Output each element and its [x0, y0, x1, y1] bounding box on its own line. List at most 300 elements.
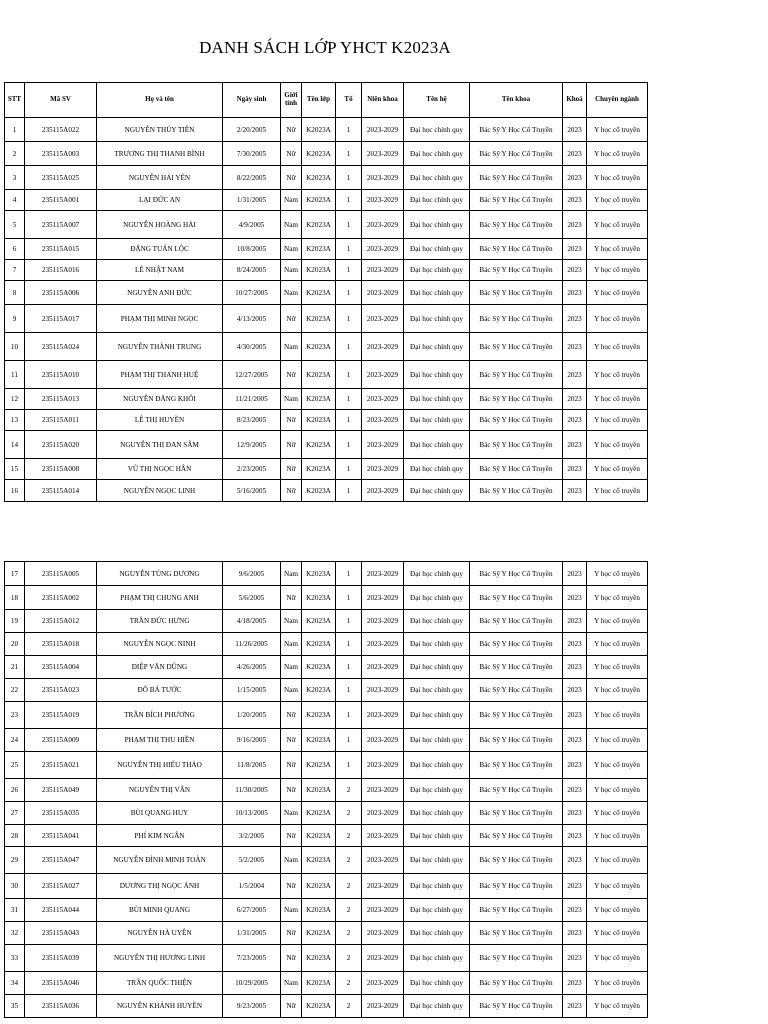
cell-ngay-sinh: 8/24/2005	[223, 260, 281, 281]
table-row	[5, 586, 648, 610]
cell-ten-he: Đại học chính quy	[404, 679, 470, 702]
cell-ma-sv: 235115A020	[25, 431, 97, 459]
cell-stt: 12	[5, 389, 25, 410]
table-row	[5, 281, 648, 305]
cell-ten-khoa: Bác Sỹ Y Học Cổ Truyền	[470, 802, 563, 825]
cell-khoa: 2023	[563, 305, 587, 333]
cell-to: 2	[336, 825, 362, 847]
cell-nien-khoa: 2023-2029	[362, 679, 404, 702]
cell-gioi-tinh: Nam	[281, 679, 302, 702]
cell-ho-ten: PHẠM THỊ MINH NGỌC	[97, 305, 223, 333]
cell-ngay-sinh: 9/6/2005	[223, 562, 281, 586]
cell-to: 1	[336, 586, 362, 610]
cell-gioi-tinh: Nam	[281, 389, 302, 410]
cell-ma-sv: 235115A049	[25, 779, 97, 802]
cell-chuyen-nganh: Y học cổ truyền	[587, 633, 648, 656]
cell-khoa: 2023	[563, 389, 587, 410]
cell-ma-sv: 235115A023	[25, 679, 97, 702]
cell-ten-lop: K2023A	[302, 702, 336, 729]
cell-ten-lop: K2023A	[302, 586, 336, 610]
cell-nien-khoa: 2023-2029	[362, 945, 404, 972]
cell-ten-he: Đại học chính quy	[404, 752, 470, 779]
cell-ten-khoa: Bác Sỹ Y Học Cổ Truyền	[470, 361, 563, 389]
cell-ten-he: Đại học chính quy	[404, 847, 470, 874]
cell-stt: 33	[5, 945, 25, 972]
cell-ho-ten: DƯƠNG THỊ NGỌC ÁNH	[97, 874, 223, 899]
cell-khoa: 2023	[563, 995, 587, 1018]
cell-stt: 34	[5, 972, 25, 995]
cell-ten-khoa: Bác Sỹ Y Học Cổ Truyền	[470, 410, 563, 431]
cell-stt: 28	[5, 825, 25, 847]
cell-khoa: 2023	[563, 779, 587, 802]
cell-ten-he: Đại học chính quy	[404, 166, 470, 190]
cell-ten-he: Đại học chính quy	[404, 190, 470, 211]
cell-ten-khoa: Bác Sỹ Y Học Cổ Truyền	[470, 633, 563, 656]
cell-nien-khoa: 2023-2029	[362, 702, 404, 729]
header-ten-lop: Tên lớp	[302, 83, 336, 118]
cell-ten-lop: K2023A	[302, 802, 336, 825]
cell-ho-ten: LÊ NHẬT NAM	[97, 260, 223, 281]
cell-gioi-tinh: Nữ	[281, 142, 302, 166]
cell-ngay-sinh: 2/20/2005	[223, 118, 281, 142]
cell-stt: 25	[5, 752, 25, 779]
cell-ngay-sinh: 6/27/2005	[223, 899, 281, 922]
cell-gioi-tinh: Nữ	[281, 702, 302, 729]
cell-ho-ten: LÊ THỊ HUYỀN	[97, 410, 223, 431]
cell-ten-khoa: Bác Sỹ Y Học Cổ Truyền	[470, 562, 563, 586]
cell-ngay-sinh: 1/20/2005	[223, 702, 281, 729]
cell-ten-he: Đại học chính quy	[404, 305, 470, 333]
cell-to: 2	[336, 802, 362, 825]
cell-ma-sv: 235115A016	[25, 260, 97, 281]
cell-khoa: 2023	[563, 361, 587, 389]
cell-chuyen-nganh: Y học cổ truyền	[587, 305, 648, 333]
table-row	[5, 899, 648, 922]
cell-ten-he: Đại học chính quy	[404, 142, 470, 166]
cell-ho-ten: PHÍ KIM NGÂN	[97, 825, 223, 847]
cell-khoa: 2023	[563, 260, 587, 281]
cell-khoa: 2023	[563, 633, 587, 656]
cell-chuyen-nganh: Y học cổ truyền	[587, 333, 648, 361]
cell-ngay-sinh: 11/30/2005	[223, 779, 281, 802]
cell-ten-khoa: Bác Sỹ Y Học Cổ Truyền	[470, 586, 563, 610]
cell-ho-ten: VŨ THỊ NGỌC HÂN	[97, 459, 223, 480]
cell-khoa: 2023	[563, 118, 587, 142]
cell-ma-sv: 235115A011	[25, 410, 97, 431]
cell-ten-khoa: Bác Sỹ Y Học Cổ Truyền	[470, 847, 563, 874]
cell-ten-he: Đại học chính quy	[404, 211, 470, 239]
cell-ten-lop: K2023A	[302, 142, 336, 166]
table-row	[5, 874, 648, 899]
cell-chuyen-nganh: Y học cổ truyền	[587, 679, 648, 702]
table-row	[5, 945, 648, 972]
cell-ten-lop: K2023A	[302, 972, 336, 995]
cell-nien-khoa: 2023-2029	[362, 260, 404, 281]
cell-stt: 27	[5, 802, 25, 825]
cell-ngay-sinh: 4/13/2005	[223, 305, 281, 333]
cell-chuyen-nganh: Y học cổ truyền	[587, 825, 648, 847]
cell-ten-lop: K2023A	[302, 281, 336, 305]
cell-ten-lop: K2023A	[302, 389, 336, 410]
cell-ngay-sinh: 9/23/2005	[223, 995, 281, 1018]
cell-ten-khoa: Bác Sỹ Y Học Cổ Truyền	[470, 729, 563, 752]
cell-stt: 26	[5, 779, 25, 802]
cell-ma-sv: 235115A005	[25, 562, 97, 586]
cell-ma-sv: 235115A035	[25, 802, 97, 825]
cell-ho-ten: BÙI MINH QUANG	[97, 899, 223, 922]
cell-ten-he: Đại học chính quy	[404, 995, 470, 1018]
cell-ngay-sinh: 4/26/2005	[223, 656, 281, 679]
cell-gioi-tinh: Nam	[281, 333, 302, 361]
cell-ho-ten: NGUYỄN ĐÌNH MINH TOÀN	[97, 847, 223, 874]
cell-ten-lop: K2023A	[302, 847, 336, 874]
cell-ma-sv: 235115A036	[25, 995, 97, 1018]
cell-khoa: 2023	[563, 702, 587, 729]
cell-ten-he: Đại học chính quy	[404, 333, 470, 361]
cell-nien-khoa: 2023-2029	[362, 562, 404, 586]
cell-ho-ten: ĐẶNG TUẤN LỘC	[97, 239, 223, 260]
cell-nien-khoa: 2023-2029	[362, 995, 404, 1018]
cell-ten-lop: K2023A	[302, 562, 336, 586]
cell-to: 2	[336, 922, 362, 945]
table-row	[5, 410, 648, 431]
cell-ho-ten: TRẦN QUỐC THIỆN	[97, 972, 223, 995]
cell-chuyen-nganh: Y học cổ truyền	[587, 431, 648, 459]
cell-to: 1	[336, 239, 362, 260]
cell-ho-ten: NGUYỄN HÀ UYÊN	[97, 922, 223, 945]
cell-ten-he: Đại học chính quy	[404, 729, 470, 752]
cell-ma-sv: 235115A044	[25, 899, 97, 922]
cell-khoa: 2023	[563, 562, 587, 586]
cell-chuyen-nganh: Y học cổ truyền	[587, 586, 648, 610]
cell-chuyen-nganh: Y học cổ truyền	[587, 480, 648, 502]
cell-khoa: 2023	[563, 729, 587, 752]
table-row	[5, 211, 648, 239]
cell-ho-ten: NGUYỄN KHÁNH HUYỀN	[97, 995, 223, 1018]
cell-gioi-tinh: Nữ	[281, 729, 302, 752]
cell-to: 1	[336, 459, 362, 480]
cell-ho-ten: BÙI QUANG HUY	[97, 802, 223, 825]
cell-ten-he: Đại học chính quy	[404, 586, 470, 610]
table-row	[5, 610, 648, 633]
cell-khoa: 2023	[563, 211, 587, 239]
cell-ma-sv: 235115A006	[25, 281, 97, 305]
cell-ten-he: Đại học chính quy	[404, 361, 470, 389]
cell-ma-sv: 235115A002	[25, 586, 97, 610]
cell-chuyen-nganh: Y học cổ truyền	[587, 922, 648, 945]
cell-gioi-tinh: Nữ	[281, 480, 302, 502]
cell-ten-he: Đại học chính quy	[404, 899, 470, 922]
cell-ho-ten: TRƯƠNG THỊ THANH BÌNH	[97, 142, 223, 166]
table-body-page-1	[5, 118, 648, 502]
table-row	[5, 752, 648, 779]
cell-khoa: 2023	[563, 480, 587, 502]
cell-nien-khoa: 2023-2029	[362, 633, 404, 656]
cell-ngay-sinh: 10/29/2005	[223, 972, 281, 995]
table-row	[5, 633, 648, 656]
cell-nien-khoa: 2023-2029	[362, 211, 404, 239]
cell-ten-lop: K2023A	[302, 779, 336, 802]
table-row	[5, 389, 648, 410]
cell-to: 1	[336, 562, 362, 586]
cell-nien-khoa: 2023-2029	[362, 281, 404, 305]
cell-khoa: 2023	[563, 142, 587, 166]
cell-ten-he: Đại học chính quy	[404, 562, 470, 586]
cell-ten-he: Đại học chính quy	[404, 610, 470, 633]
cell-ho-ten: ĐIỆP VĂN DŨNG	[97, 656, 223, 679]
cell-chuyen-nganh: Y học cổ truyền	[587, 166, 648, 190]
cell-ma-sv: 235115A022	[25, 118, 97, 142]
cell-gioi-tinh: Nam	[281, 847, 302, 874]
cell-ten-khoa: Bác Sỹ Y Học Cổ Truyền	[470, 899, 563, 922]
cell-ten-he: Đại học chính quy	[404, 431, 470, 459]
cell-ten-khoa: Bác Sỹ Y Học Cổ Truyền	[470, 211, 563, 239]
cell-ngay-sinh: 1/31/2005	[223, 190, 281, 211]
cell-to: 2	[336, 945, 362, 972]
cell-ten-he: Đại học chính quy	[404, 389, 470, 410]
cell-ten-lop: K2023A	[302, 211, 336, 239]
cell-ngay-sinh: 4/9/2005	[223, 211, 281, 239]
cell-ma-sv: 235115A001	[25, 190, 97, 211]
cell-stt: 1	[5, 118, 25, 142]
cell-ten-lop: K2023A	[302, 333, 336, 361]
cell-gioi-tinh: Nữ	[281, 118, 302, 142]
cell-nien-khoa: 2023-2029	[362, 610, 404, 633]
cell-stt: 22	[5, 679, 25, 702]
cell-ten-lop: K2023A	[302, 190, 336, 211]
table-row	[5, 922, 648, 945]
cell-ten-he: Đại học chính quy	[404, 281, 470, 305]
cell-nien-khoa: 2023-2029	[362, 779, 404, 802]
cell-ngay-sinh: 10/27/2005	[223, 281, 281, 305]
cell-khoa: 2023	[563, 945, 587, 972]
header-nien-khoa: Niên khoa	[362, 83, 404, 118]
cell-nien-khoa: 2023-2029	[362, 142, 404, 166]
cell-ten-he: Đại học chính quy	[404, 410, 470, 431]
cell-chuyen-nganh: Y học cổ truyền	[587, 610, 648, 633]
cell-ngay-sinh: 10/8/2005	[223, 239, 281, 260]
table-row	[5, 802, 648, 825]
cell-ma-sv: 235115A017	[25, 305, 97, 333]
cell-ma-sv: 235115A025	[25, 166, 97, 190]
cell-gioi-tinh: Nữ	[281, 752, 302, 779]
cell-ten-he: Đại học chính quy	[404, 118, 470, 142]
cell-ten-khoa: Bác Sỹ Y Học Cổ Truyền	[470, 118, 563, 142]
cell-nien-khoa: 2023-2029	[362, 729, 404, 752]
cell-ma-sv: 235115A018	[25, 633, 97, 656]
cell-stt: 32	[5, 922, 25, 945]
cell-ten-lop: K2023A	[302, 656, 336, 679]
header-ten-he: Tên hệ	[404, 83, 470, 118]
cell-ma-sv: 235115A009	[25, 729, 97, 752]
cell-khoa: 2023	[563, 333, 587, 361]
cell-ngay-sinh: 4/30/2005	[223, 333, 281, 361]
cell-ma-sv: 235115A046	[25, 972, 97, 995]
cell-ten-lop: K2023A	[302, 633, 336, 656]
cell-ngay-sinh: 3/2/2005	[223, 825, 281, 847]
table-row	[5, 142, 648, 166]
table-row	[5, 825, 648, 847]
cell-khoa: 2023	[563, 166, 587, 190]
cell-to: 1	[336, 142, 362, 166]
cell-ten-lop: K2023A	[302, 752, 336, 779]
cell-ma-sv: 235115A014	[25, 480, 97, 502]
cell-stt: 31	[5, 899, 25, 922]
cell-ten-lop: K2023A	[302, 995, 336, 1018]
table-row	[5, 679, 648, 702]
cell-ngay-sinh: 7/23/2005	[223, 945, 281, 972]
cell-gioi-tinh: Nam	[281, 239, 302, 260]
cell-ho-ten: ĐỖ BÁ TƯỚC	[97, 679, 223, 702]
cell-gioi-tinh: Nam	[281, 656, 302, 679]
cell-ten-khoa: Bác Sỹ Y Học Cổ Truyền	[470, 305, 563, 333]
cell-chuyen-nganh: Y học cổ truyền	[587, 874, 648, 899]
cell-nien-khoa: 2023-2029	[362, 118, 404, 142]
table-row	[5, 480, 648, 502]
cell-gioi-tinh: Nữ	[281, 166, 302, 190]
cell-ngay-sinh: 2/23/2005	[223, 459, 281, 480]
cell-ma-sv: 235115A015	[25, 239, 97, 260]
cell-stt: 6	[5, 239, 25, 260]
cell-gioi-tinh: Nam	[281, 610, 302, 633]
table-row	[5, 702, 648, 729]
cell-gioi-tinh: Nam	[281, 281, 302, 305]
cell-gioi-tinh: Nữ	[281, 431, 302, 459]
cell-ten-khoa: Bác Sỹ Y Học Cổ Truyền	[470, 752, 563, 779]
table-header-row	[5, 83, 648, 118]
page-title: DANH SÁCH LỚP YHCT K2023A	[199, 38, 451, 57]
header-ten-khoa: Tên khoa	[470, 83, 563, 118]
cell-nien-khoa: 2023-2029	[362, 586, 404, 610]
cell-to: 2	[336, 899, 362, 922]
cell-khoa: 2023	[563, 190, 587, 211]
cell-ten-lop: K2023A	[302, 679, 336, 702]
cell-chuyen-nganh: Y học cổ truyền	[587, 752, 648, 779]
cell-ten-khoa: Bác Sỹ Y Học Cổ Truyền	[470, 656, 563, 679]
cell-to: 1	[336, 260, 362, 281]
cell-ten-khoa: Bác Sỹ Y Học Cổ Truyền	[470, 260, 563, 281]
cell-nien-khoa: 2023-2029	[362, 361, 404, 389]
cell-khoa: 2023	[563, 281, 587, 305]
cell-stt: 23	[5, 702, 25, 729]
cell-ten-he: Đại học chính quy	[404, 480, 470, 502]
cell-ho-ten: NGUYỄN NGỌC NINH	[97, 633, 223, 656]
cell-ho-ten: NGUYỄN THỊ HƯƠNG LINH	[97, 945, 223, 972]
cell-ho-ten: PHẠM THỊ THU HIỀN	[97, 729, 223, 752]
cell-stt: 13	[5, 410, 25, 431]
cell-stt: 18	[5, 586, 25, 610]
cell-ma-sv: 235115A008	[25, 459, 97, 480]
cell-chuyen-nganh: Y học cổ truyền	[587, 260, 648, 281]
cell-gioi-tinh: Nữ	[281, 586, 302, 610]
cell-chuyen-nganh: Y học cổ truyền	[587, 459, 648, 480]
cell-gioi-tinh: Nam	[281, 633, 302, 656]
cell-gioi-tinh: Nữ	[281, 825, 302, 847]
cell-ten-he: Đại học chính quy	[404, 972, 470, 995]
cell-nien-khoa: 2023-2029	[362, 922, 404, 945]
cell-ten-lop: K2023A	[302, 239, 336, 260]
cell-ho-ten: NGUYỄN THÀNH TRUNG	[97, 333, 223, 361]
cell-ten-he: Đại học chính quy	[404, 702, 470, 729]
cell-khoa: 2023	[563, 431, 587, 459]
cell-nien-khoa: 2023-2029	[362, 480, 404, 502]
cell-ngay-sinh: 12/27/2005	[223, 361, 281, 389]
cell-ten-khoa: Bác Sỹ Y Học Cổ Truyền	[470, 239, 563, 260]
cell-chuyen-nganh: Y học cổ truyền	[587, 899, 648, 922]
cell-stt: 9	[5, 305, 25, 333]
cell-stt: 16	[5, 480, 25, 502]
cell-chuyen-nganh: Y học cổ truyền	[587, 779, 648, 802]
cell-ten-lop: K2023A	[302, 260, 336, 281]
cell-nien-khoa: 2023-2029	[362, 972, 404, 995]
cell-ma-sv: 235115A019	[25, 702, 97, 729]
cell-ma-sv: 235115A007	[25, 211, 97, 239]
cell-nien-khoa: 2023-2029	[362, 656, 404, 679]
cell-gioi-tinh: Nữ	[281, 922, 302, 945]
cell-to: 1	[336, 431, 362, 459]
cell-gioi-tinh: Nam	[281, 211, 302, 239]
cell-to: 1	[336, 633, 362, 656]
cell-ma-sv: 235115A004	[25, 656, 97, 679]
cell-to: 1	[336, 702, 362, 729]
cell-nien-khoa: 2023-2029	[362, 431, 404, 459]
cell-chuyen-nganh: Y học cổ truyền	[587, 190, 648, 211]
cell-stt: 35	[5, 995, 25, 1018]
cell-ma-sv: 235115A012	[25, 610, 97, 633]
cell-khoa: 2023	[563, 847, 587, 874]
cell-ma-sv: 235115A021	[25, 752, 97, 779]
cell-ten-khoa: Bác Sỹ Y Học Cổ Truyền	[470, 922, 563, 945]
cell-ten-he: Đại học chính quy	[404, 922, 470, 945]
header-ho-ten: Họ và tên	[97, 83, 223, 118]
cell-ten-lop: K2023A	[302, 305, 336, 333]
cell-to: 1	[336, 729, 362, 752]
header-chuyen-nganh: Chuyên ngành	[587, 83, 648, 118]
cell-stt: 7	[5, 260, 25, 281]
header-ma-sv: Mã SV	[25, 83, 97, 118]
cell-nien-khoa: 2023-2029	[362, 847, 404, 874]
cell-ten-he: Đại học chính quy	[404, 260, 470, 281]
header-stt: STT	[5, 83, 25, 118]
cell-ma-sv: 235115A010	[25, 361, 97, 389]
cell-gioi-tinh: Nam	[281, 972, 302, 995]
cell-ngay-sinh: 10/13/2005	[223, 802, 281, 825]
cell-nien-khoa: 2023-2029	[362, 899, 404, 922]
cell-nien-khoa: 2023-2029	[362, 752, 404, 779]
header-khoa: Khoá	[563, 83, 587, 118]
cell-chuyen-nganh: Y học cổ truyền	[587, 239, 648, 260]
cell-ten-lop: K2023A	[302, 945, 336, 972]
table-row	[5, 190, 648, 211]
cell-to: 2	[336, 847, 362, 874]
table-row	[5, 779, 648, 802]
cell-ngay-sinh: 11/26/2005	[223, 633, 281, 656]
cell-nien-khoa: 2023-2029	[362, 825, 404, 847]
cell-chuyen-nganh: Y học cổ truyền	[587, 389, 648, 410]
cell-nien-khoa: 2023-2029	[362, 333, 404, 361]
cell-ten-lop: K2023A	[302, 118, 336, 142]
cell-khoa: 2023	[563, 410, 587, 431]
cell-ten-khoa: Bác Sỹ Y Học Cổ Truyền	[470, 389, 563, 410]
cell-stt: 3	[5, 166, 25, 190]
cell-gioi-tinh: Nam	[281, 802, 302, 825]
cell-khoa: 2023	[563, 922, 587, 945]
cell-khoa: 2023	[563, 802, 587, 825]
cell-ngay-sinh: 9/16/2005	[223, 729, 281, 752]
table-body-page-2	[5, 562, 648, 1018]
cell-ten-he: Đại học chính quy	[404, 779, 470, 802]
cell-nien-khoa: 2023-2029	[362, 389, 404, 410]
